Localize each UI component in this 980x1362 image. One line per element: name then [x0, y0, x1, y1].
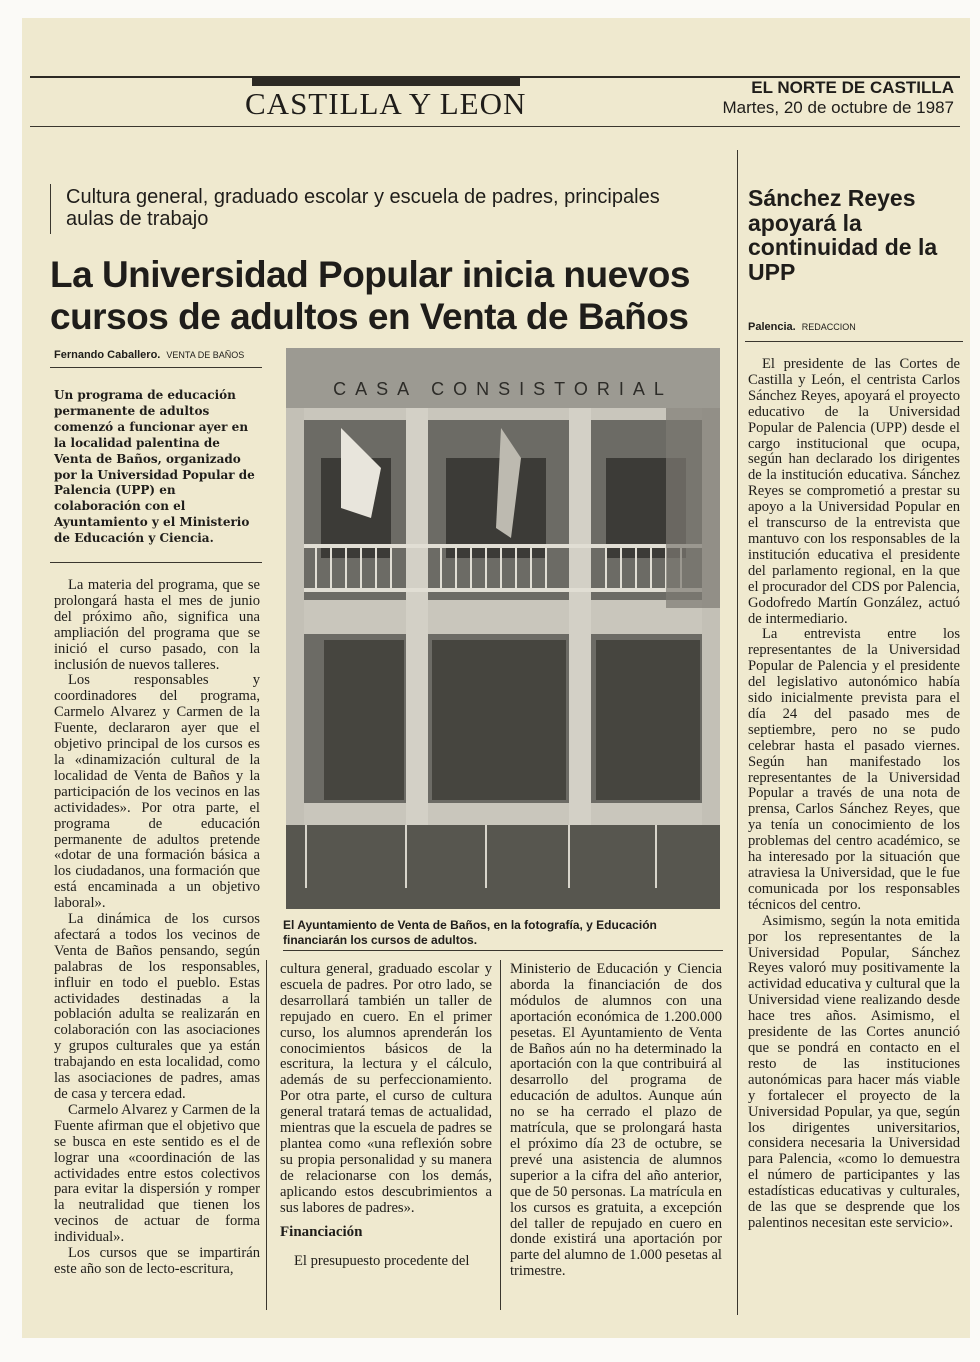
- article-lead: Un programa de educación permanente de adultos comenzó a funcionar ayer en la localidad palentina de Venta de Baños, organizado por la Universidad Popular de Palencia (UPP) en colaboración con el Ayuntamiento y el Ministerio de Educación y Ciencia.: [54, 388, 255, 546]
- byline-rule: [50, 367, 262, 368]
- caption-rule: [283, 950, 723, 951]
- paragraph: Asimismo, según la nota emitida por los representantes de la Universidad Popular, Sánchez Reyes valoró muy positivamente la actividad educativa y cultural que la Universidad viene realizando desde hace tres años. Asimismo, el presidente de las Cortes anunció que se pondrá en contacto en el resto de las instituciones autonómicas para hacer más viable y fortalecer el proyecto de la Universidad Popular, ya que, según los dirigentes universitarios, considera necesaria la Universidad para Palencia, «como lo demuestra el número de participantes y las estadísticas educativas y culturales, de las que se desprende que los palentinos necesitan este servicio».: [748, 912, 960, 1231]
- photo-sign: CASA CONSISTORIAL: [333, 379, 673, 399]
- lead-rule: [50, 562, 262, 563]
- kicker-rule: [50, 184, 51, 234]
- article-headline: La Universidad Popular inicia nuevos cursos de adultos en Venta de Baños: [50, 254, 690, 337]
- article-kicker: Cultura general, graduado escolar y escuela de padres, principales aulas de trabajo: [66, 186, 660, 230]
- sidebar-byline: [748, 321, 856, 333]
- paragraph: Los responsables y coordinadores del programa, Carmelo Alvarez y Carmen de la Fuente, declararon ayer que el objetivo principal de los cursos es la «dinamización cultural de la localidad de Venta de Baños y la participación de los vecinos en las actividades». Por otra parte, el programa de educación permanente de adultos pretende «dotar de una formación básica a los ciudadanos, una formación que está encaminada a un objetivo laboral».: [54, 672, 260, 912]
- publication-date: Martes, 20 de octubre de 1987: [722, 98, 954, 117]
- sidebar-byline-rule: [745, 341, 963, 342]
- paragraph: El presidente de las Cortes de Castilla y León, el centrista Carlos Sánchez Reyes, apoyará el proyecto educativo de la Universidad Popular de Palencia (UPP) desde el cargo institucional que ocupa, según han declarado los dirigentes de la institución educativa. Sánchez Reyes se comprometió a prestar su apoyo a la Universidad Popular en el transcurso de la entrevista que mantuvo con los responsables de la institución educativa el presidente del parlamento regional, en la que el procurador del CDS por Palencia, Godofredo Martín González, actuó de intermediario.: [748, 356, 960, 627]
- paragraph: La dinámica de los cursos afectará a todos los vecinos de Venta de Baños pensando, según palabras de los responsables, influir en todo el pueblo. Estas actividades destinadas a la población adulta se realizarán en colaboración con las asociaciones y grupos culturales que ya están trabajando en esta localidad, como las asociaciones de padres, amas de casa y tercera edad.: [54, 911, 260, 1102]
- article-column-1: [54, 578, 260, 1278]
- header-divider: [30, 126, 960, 127]
- byline-author: Fernando Caballero.: [54, 349, 161, 361]
- column-divider: [500, 960, 501, 1310]
- paragraph: cultura general, graduado escolar y escuela de padres. Por otro lado, se desarrollará también un taller de repujado en cuero. En el primer curso, los alumnos aprenderán los conocimientos básicos de la escritura, la lectura y el cálculo, además de su perfeccionamiento. Por otra parte, el curso de cultura general tratará temas de actualidad, mientras que la escuela de padres se plantea como «una reflexión sobre su propia personalidad y su manera de relacionarse con los demás, aplicando estos descubrimientos a sus labores de padres».: [280, 961, 492, 1216]
- column-divider: [266, 960, 267, 1310]
- paragraph: Carmelo Alvarez y Carmen de la Fuente afirman que el objetivo que se busca en este sentido es el de lograr una «coordinación de las actividades entre estos colectivos para evitar la dispersión y romper la neutralidad que tienen los vecinos de actuar de forma individual».: [54, 1101, 260, 1246]
- paragraph: Ministerio de Educación y Ciencia aborda la financiación de dos módulos de alumnos con una aportación económica de 1.200.000 pesetas. El Ayuntamiento de Venta de Baños aún no ha determinado la aportación con la que contribuirá al desarrollo del programa de educación de adultos. Aunque aún no se ha cerrado el plazo de matrícula, que se prolongará hasta el próximo día 23 de octubre, se prevé una asistencia de alumnos superior a la cifra del año anterior, que de 50 personas. La matrícula en los cursos es gratuita, a excepción del taller de repujado en cuero en donde existirá una aportación por parte del alumno de 1.000 pesetas al trimestre.: [510, 961, 722, 1280]
- byline-city: Palencia.: [748, 321, 796, 333]
- sidebar-headline: Sánchez Reyes apoyará la continuidad de la UPP: [748, 185, 938, 285]
- paragraph: La materia del programa, que se prolongará hasta el mes de junio del próximo año, significa una ampliación del programa que se inició el curso pasado, con la inclusión de nuevos talleres.: [54, 577, 260, 673]
- paragraph: La entrevista entre los representantes de la Universidad Popular de Palencia y el presidente del legislativo autonómico había sido inicialmente prevista para el día 24 del pasado mes de septiembre, pero no se pudo celebrar hasta el pasado viernes. Según han manifestado los representantes de la Universidad Popular a través de una nota de prensa, Carlos Sánchez Reyes, que ya tenía un conocimiento de los problemas del centro académico, se ha interesado por la situación que atraviesa la Universidad, que le fue comunicada por los responsables técnicos del centro.: [748, 626, 960, 913]
- article-column-2: [280, 962, 492, 1270]
- subhead-financiacion: Financiación: [280, 1223, 363, 1240]
- sidebar-column: [748, 357, 960, 1232]
- byline-location: VENTA DE BAÑOS: [166, 350, 245, 360]
- paragraph: El presupuesto procedente del: [294, 1253, 470, 1270]
- section-title: CASTILLA Y LEON: [245, 86, 527, 121]
- newspaper-name: EL NORTE DE CASTILLA: [751, 78, 954, 97]
- byline-source: REDACCION: [801, 322, 856, 332]
- paragraph: Los cursos que se impartirán este año son de lecto-escritura,: [54, 1245, 260, 1277]
- town-hall-photo: [286, 348, 720, 909]
- photo-caption: El Ayuntamiento de Venta de Baños, en la fotografía, y Educación financiarán los cursos de adultos.: [283, 918, 657, 947]
- article-byline: [54, 349, 244, 361]
- building-illustration: [286, 348, 720, 909]
- article-column-3: [510, 962, 722, 1280]
